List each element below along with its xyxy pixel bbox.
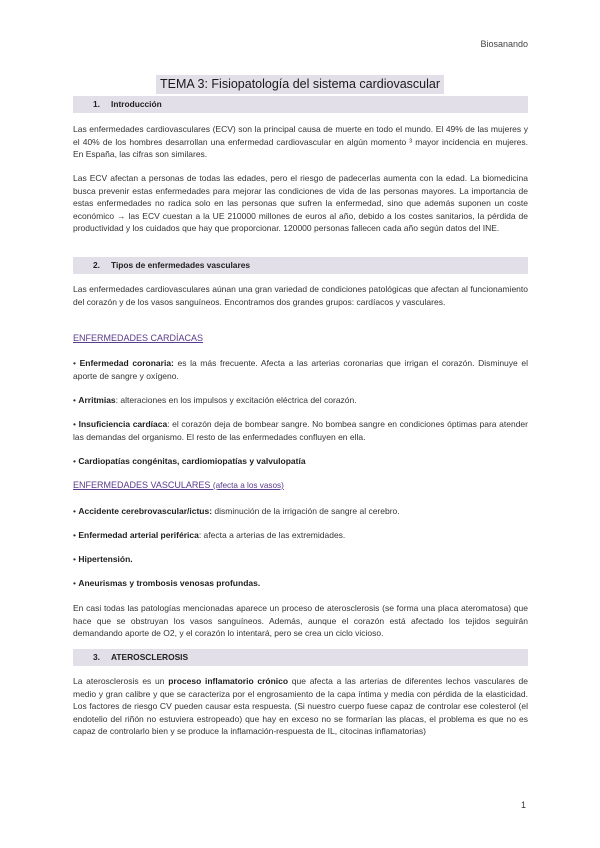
list-item-cardiac: • Arritmias: alteraciones en los impulsos y excitación eléctrica del corazón.: [73, 395, 357, 405]
section-heading-introduccion: [73, 96, 528, 113]
list-item-vascular: • Accidente cerebrovascular/ictus: disminución de la irrigación de sangre al cerebro.: [73, 506, 400, 516]
types-paragraph: Las enfermedades cardiovasculares aúnan una gran variedad de condiciones patológicas que afectan al funcionamiento del corazón y de los vasos sanguíneos. Encontramos dos grandes grupos: cardíacos y vasculares.: [73, 284, 528, 307]
cardiac-diseases-heading: ENFERMEDADES CARDÍACAS: [73, 333, 204, 343]
vascular-heading-note: (afecta a los vasos): [212, 481, 284, 490]
section-number: 3.: [93, 652, 100, 662]
section-number: 1.: [93, 99, 100, 109]
item-term: Cardiopatías congénitas, cardiomiopatías y valvulopatía: [78, 456, 306, 466]
section-heading-tipos: [73, 257, 528, 274]
item-desc: disminución de la irrigación de sangre al cerebro.: [212, 506, 400, 516]
page-title: TEMA 3: Fisiopatología del sistema cardiovascular: [156, 75, 444, 94]
list-item-vascular: • Hipertensión.: [73, 554, 133, 564]
item-term: Aneurismas y trombosis venosas profundas.: [78, 578, 261, 588]
list-item-vascular: • Aneurismas y trombosis venosas profundas.: [73, 578, 261, 588]
item-desc: es la más frecuente. Afecta a las arterias coronarias que irrigan el corazón. Disminuye el aporte de sangre y oxígeno.: [73, 358, 528, 381]
list-item-vascular: • Enfermedad arterial periférica: afecta a arterias de las extremidades.: [73, 530, 346, 540]
item-term: Enfermedad arterial periférica: [78, 530, 199, 540]
intro-paragraph-2: Las ECV afectan a personas de todas las edades, pero el riesgo de padecerlas aumenta con la edad. La biomedicina busca prevenir estas enfermedades para mejorar las condiciones de vida de las personas mayores. La importancia de estas enfermedades no radica solo en las personas que sufren la enfermedad, sino que además suponen un coste económico → las ECV cuestan a la UE 210000 millones de euros al año, debido a los costes sanitarios, la pérdida de productividad y los cuidados que hay que proporcionar. 120000 personas fallecen cada año según datos del INE.: [73, 173, 528, 234]
page-number: 1: [520, 800, 526, 810]
vascular-diseases-heading: [73, 480, 284, 490]
section-title: Tipos de enfermedades vasculares: [111, 260, 251, 270]
section-title: Introducción: [111, 99, 162, 109]
item-term: Hipertensión.: [78, 554, 133, 564]
section-number: 2.: [93, 260, 100, 270]
intro-paragraph-1: Las enfermedades cardiovasculares (ECV) son la principal causa de muerte en todo el mundo. El 49% de las mujeres y el 40% de los hombres desarrollan una enfermedad cardiovascular en algún momento ³ mayor incidencia en mujeres. En España, las cifras son similares.: [73, 124, 528, 160]
item-desc: : afecta a arterias de las extremidades.: [198, 530, 346, 540]
list-item-cardiac: • Enfermedad coronaria: es la más frecuente. Afecta a las arterias coronarias que irrigan el corazón. Disminuye el aporte de sangre y oxígeno.: [73, 358, 528, 381]
page-title-wrap: [0, 75, 600, 94]
list-item-cardiac: • Insuficiencia cardíaca: el corazón deja de bombear sangre. No bombea sangre en condiciones óptimas para atender las demandas del organismo. El resto de las enfermedades confluyen en ella.: [73, 419, 528, 442]
list-item-cardiac: • Cardiopatías congénitas, cardiomiopatías y valvulopatía: [73, 456, 306, 466]
athero-bold-term: proceso inflamatorio crónico: [168, 676, 289, 686]
section-title: ATEROSCLEROSIS: [111, 652, 189, 662]
item-term: Accidente cerebrovascular/ictus:: [78, 506, 213, 516]
section-heading-aterosclerosis: [73, 649, 528, 666]
item-term: Enfermedad coronaria:: [79, 358, 174, 368]
athero-text-pre: La aterosclerosis es un: [73, 676, 169, 686]
item-desc: : el corazón deja de bombear sangre. No bombea sangre en condiciones óptimas para atender las demandas del organismo. El resto de las enfermedades confluyen en ella.: [73, 419, 528, 442]
athero-text-post: que afecta a las arterias de diferentes lechos vasculares de medio y gran calibre y que se caracteriza por el engrosamiento de la capa íntima y media con pérdida de la elasticidad. Los factores de riesgo CV pueden causar esta respuesta. (Si nuestro cuerpo fuese capaz de controlar ese colesterol (el endotelio del riñón no estuviera estropeado) que hay en exceso no se formarían las placas, el problema es que no es capaz de controlarlo bien y se produce la inflamación-respuesta de IL, citocinas inflamatorias): [73, 676, 528, 737]
item-term: Arritmias: [78, 395, 116, 405]
document-header: Biosanando: [480, 39, 528, 49]
item-desc: : alteraciones en los impulsos y excitación eléctrica del corazón.: [115, 395, 357, 405]
vascular-heading-text: ENFERMEDADES VASCULARES: [73, 480, 211, 490]
athero-paragraph: [73, 675, 528, 738]
item-term: Insuficiencia cardíaca: [78, 419, 168, 429]
types-closing-paragraph: En casi todas las patologías mencionadas aparece un proceso de aterosclerosis (se forma una placa ateromatosa) que hace que se obstruyan los vasos sanguíneos. Además, aunque el corazón está afectado los tejidos seguirán demandando aporte de O2, y el corazón lo intentará, pero se crea un ciclo vicioso.: [73, 603, 528, 639]
